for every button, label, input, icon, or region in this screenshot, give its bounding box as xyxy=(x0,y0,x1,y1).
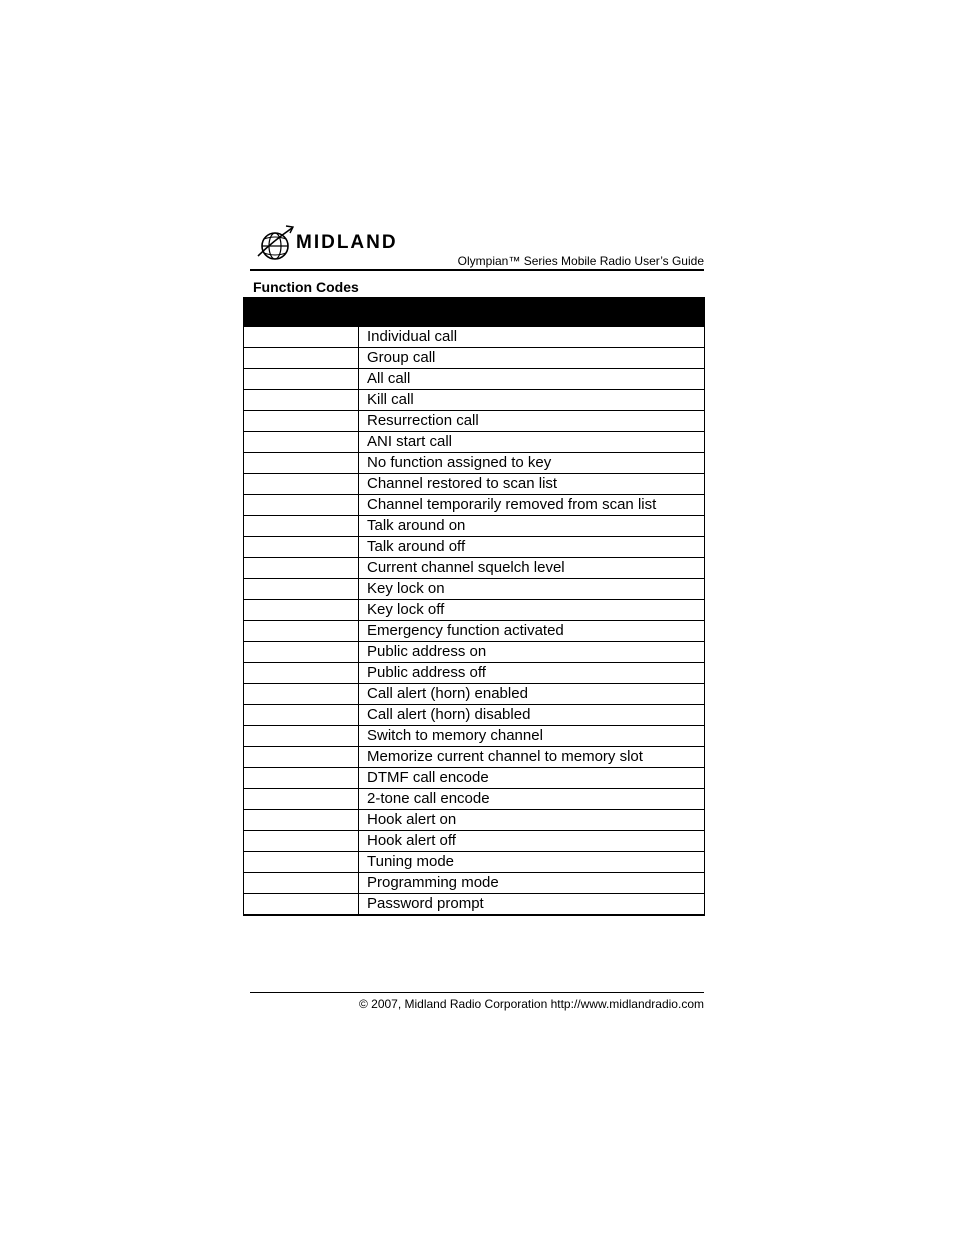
function-cell: 2-tone call encode xyxy=(359,789,705,810)
function-cell: Public address off xyxy=(359,663,705,684)
code-cell xyxy=(244,432,359,453)
code-cell xyxy=(244,726,359,747)
function-cell: Switch to memory channel xyxy=(359,726,705,747)
function-cell: Group call xyxy=(359,348,705,369)
table-row xyxy=(244,789,705,810)
page-header xyxy=(250,222,704,271)
code-cell xyxy=(244,558,359,579)
code-cell xyxy=(244,663,359,684)
function-cell: Public address on xyxy=(359,642,705,663)
guide-title: Olympian™ Series Mobile Radio User’s Guide xyxy=(457,254,704,268)
table-row xyxy=(244,432,705,453)
code-cell xyxy=(244,411,359,432)
function-cell: Key lock off xyxy=(359,600,705,621)
code-cell xyxy=(244,348,359,369)
code-cell xyxy=(244,474,359,495)
function-cell: Call alert (horn) enabled xyxy=(359,684,705,705)
code-cell xyxy=(244,768,359,789)
table-row xyxy=(244,873,705,894)
function-cell: Call alert (horn) disabled xyxy=(359,705,705,726)
code-cell xyxy=(244,369,359,390)
table-row xyxy=(244,537,705,558)
table-header-row xyxy=(244,298,705,327)
table-row xyxy=(244,474,705,495)
table-row xyxy=(244,579,705,600)
code-cell xyxy=(244,495,359,516)
code-cell xyxy=(244,831,359,852)
function-cell: Kill call xyxy=(359,390,705,411)
code-cell xyxy=(244,852,359,873)
function-cell: All call xyxy=(359,369,705,390)
table-row xyxy=(244,747,705,768)
code-cell xyxy=(244,684,359,705)
table-body xyxy=(244,327,705,916)
function-codes-table xyxy=(243,297,705,916)
code-cell xyxy=(244,621,359,642)
table-row xyxy=(244,369,705,390)
table-row xyxy=(244,495,705,516)
code-cell xyxy=(244,516,359,537)
function-cell: Channel temporarily removed from scan list xyxy=(359,495,705,516)
code-cell xyxy=(244,894,359,916)
code-cell xyxy=(244,642,359,663)
function-cell: Hook alert off xyxy=(359,831,705,852)
table-row xyxy=(244,684,705,705)
midland-logo xyxy=(256,222,446,266)
function-cell: Resurrection call xyxy=(359,411,705,432)
table-row xyxy=(244,852,705,873)
table-row xyxy=(244,810,705,831)
code-cell xyxy=(244,327,359,348)
function-cell: Key lock on xyxy=(359,579,705,600)
function-cell: Password prompt xyxy=(359,894,705,916)
function-cell: Current channel squelch level xyxy=(359,558,705,579)
page-footer xyxy=(250,992,704,1011)
table-row xyxy=(244,348,705,369)
table-row xyxy=(244,894,705,916)
table-row xyxy=(244,558,705,579)
table-row xyxy=(244,621,705,642)
code-cell xyxy=(244,810,359,831)
logo-wordmark: MIDLAND xyxy=(296,232,398,253)
table-row xyxy=(244,831,705,852)
code-cell xyxy=(244,747,359,768)
function-cell: Emergency function activated xyxy=(359,621,705,642)
code-cell xyxy=(244,579,359,600)
function-cell: Memorize current channel to memory slot xyxy=(359,747,705,768)
code-cell xyxy=(244,453,359,474)
table-row xyxy=(244,726,705,747)
function-cell: Talk around off xyxy=(359,537,705,558)
copyright-text: © 2007, Midland Radio Corporation http://www.midlandradio.com xyxy=(358,997,704,1011)
function-cell: Channel restored to scan list xyxy=(359,474,705,495)
code-cell xyxy=(244,537,359,558)
table-row xyxy=(244,453,705,474)
function-cell: No function assigned to key xyxy=(359,453,705,474)
table-row xyxy=(244,327,705,348)
function-cell: Talk around on xyxy=(359,516,705,537)
table-row xyxy=(244,642,705,663)
table-row xyxy=(244,390,705,411)
function-cell: Individual call xyxy=(359,327,705,348)
table-row xyxy=(244,663,705,684)
table-row xyxy=(244,516,705,537)
table-row xyxy=(244,600,705,621)
section-title: Function Codes xyxy=(253,279,359,295)
code-cell xyxy=(244,390,359,411)
header-cell-code xyxy=(244,298,359,327)
function-cell: ANI start call xyxy=(359,432,705,453)
code-cell xyxy=(244,873,359,894)
code-cell xyxy=(244,600,359,621)
globe-icon xyxy=(256,222,296,266)
code-cell xyxy=(244,705,359,726)
table-row xyxy=(244,768,705,789)
function-cell: Hook alert on xyxy=(359,810,705,831)
function-cell: Tuning mode xyxy=(359,852,705,873)
function-cell: DTMF call encode xyxy=(359,768,705,789)
function-cell: Programming mode xyxy=(359,873,705,894)
table-row xyxy=(244,411,705,432)
header-cell-function xyxy=(359,298,705,327)
code-cell xyxy=(244,789,359,810)
table-row xyxy=(244,705,705,726)
